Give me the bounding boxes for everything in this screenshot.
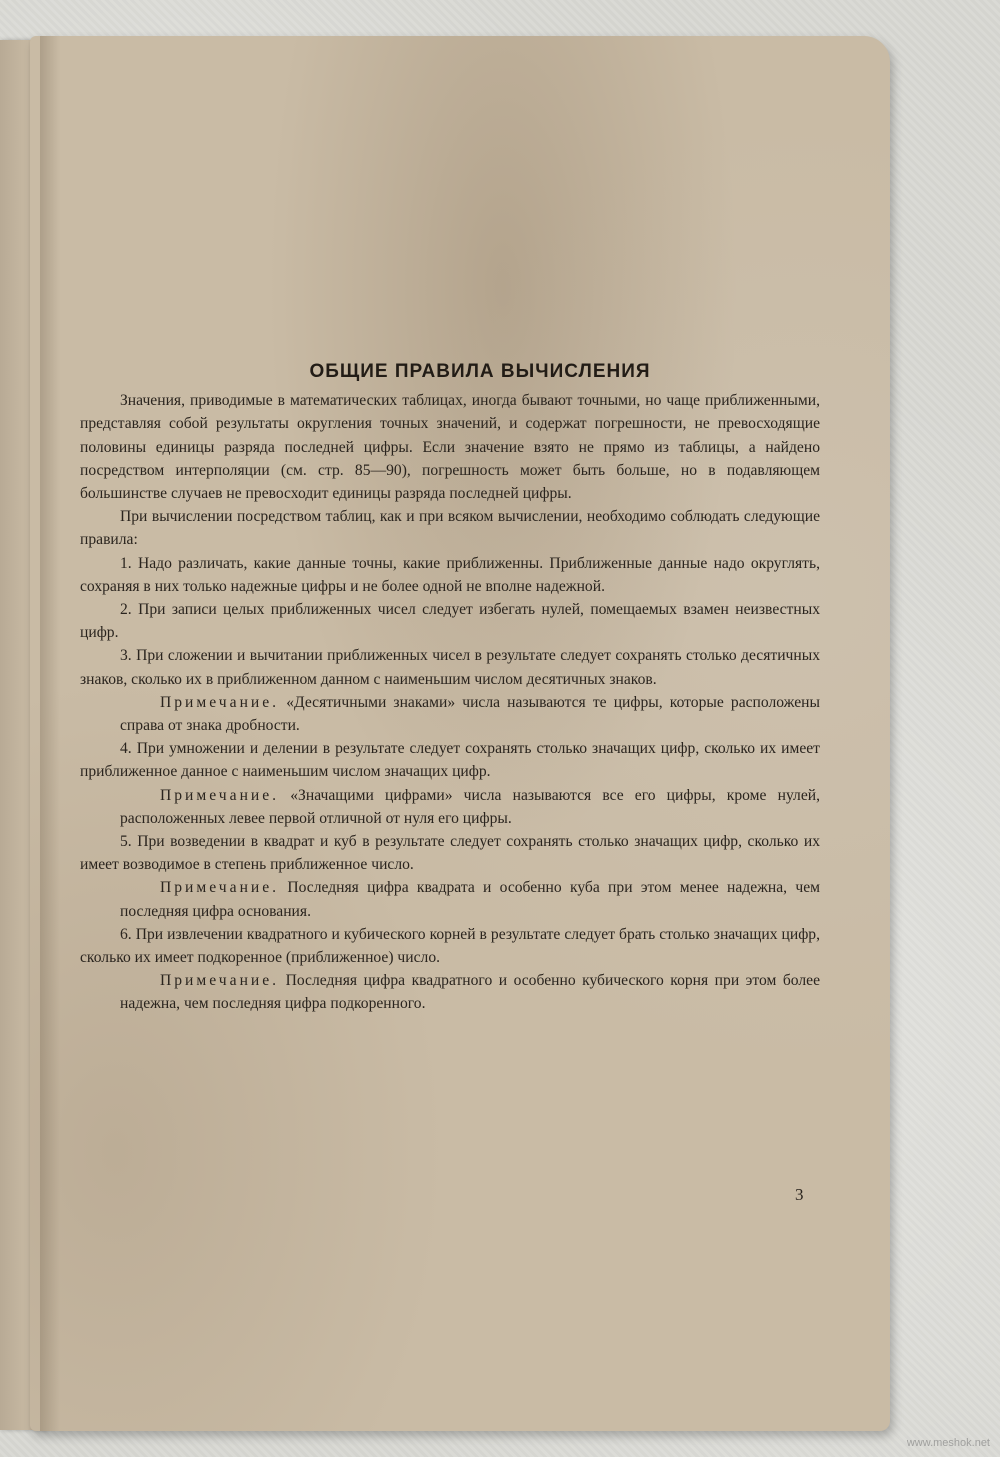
rule-3: 3. При сложении и вычитании приближенных чисел в результате следует сохранять столько десятичных знаков, сколько их в приближенном данном с наименьшим числом десятичных знаков. [80, 647, 820, 688]
note-label: Примечание. [160, 879, 280, 897]
note-rule-6 [120, 969, 820, 1015]
note-text: Последняя цифра квадратного и особенно кубического корня при этом более надежна, чем последняя цифра подкоренного. [120, 972, 820, 1013]
page-fold-shadow [40, 36, 60, 1431]
site-watermark: www.meshok.net [906, 1437, 990, 1449]
note-rule-3 [120, 691, 820, 737]
page-number: 3 [795, 1185, 804, 1204]
note-text: Последняя цифра квадрата и особенно куба при этом менее надежна, чем последняя цифра основания. [120, 879, 820, 920]
note-text: «Десятичными знаками» числа называются те цифры, которые расположены справа от знака дробности. [120, 693, 820, 735]
page-title: ОБЩИЕ ПРАВИЛА ВЫЧИСЛЕНИЯ [309, 361, 651, 382]
rule-4: 4. При умножении и делении в результате следует сохранять столько значащих цифр, сколько их имеет приближенное данное с наименьшим числом значащих цифр. [80, 740, 820, 781]
rule-6: 6. При извлечении квадратного и кубического корней в результате следует брать столько значащих цифр, сколько их имеет подкоренное (приближенное) число. [80, 925, 820, 967]
page-content [80, 360, 820, 1016]
rule-5: 5. При возведении в квадрат и куб в результате следует сохранять столько значащих цифр, сколько их имеет возводимое в степень приближенное число. [80, 833, 820, 874]
note-label: Примечание. [160, 693, 280, 711]
intro-paragraph: Значения, приводимые в математических таблицах, иногда бывают точными, но чаще приближенными, представляя собой результаты округления точных значений, и содержат погрешности, не превосходящие половины единицы разряда последней цифры. Если значение взято не прямо из таблицы, а найдено посредством интерполяции (см. стр. 85—90), погрешность может быть больше, но в подавляющем большинстве случаев не превосходит единицы разряда последней цифры. [80, 392, 820, 503]
note-rule-5 [120, 876, 820, 922]
note-label: Примечание. [160, 972, 280, 990]
rules-intro-paragraph: При вычислении посредством таблиц, как и при всяком вычислении, необходимо соблюдать следующие правила: [80, 508, 820, 549]
note-label: Примечание. [160, 786, 280, 804]
note-rule-4 [120, 784, 820, 830]
note-text: «Значащими цифрами» числа называются все его цифры, кроме нулей, расположенных левее первой отличной от нуля его цифры. [120, 786, 821, 827]
rule-2: 2. При записи целых приближенных чисел следует избегать нулей, помещаемых взамен неизвестных цифр. [80, 601, 820, 642]
rule-1: 1. Надо различать, какие данные точны, какие приближенны. Приближенные данные надо округлять, сохраняя в них только надежные цифры и не более одной не вполне надежной. [80, 554, 820, 595]
